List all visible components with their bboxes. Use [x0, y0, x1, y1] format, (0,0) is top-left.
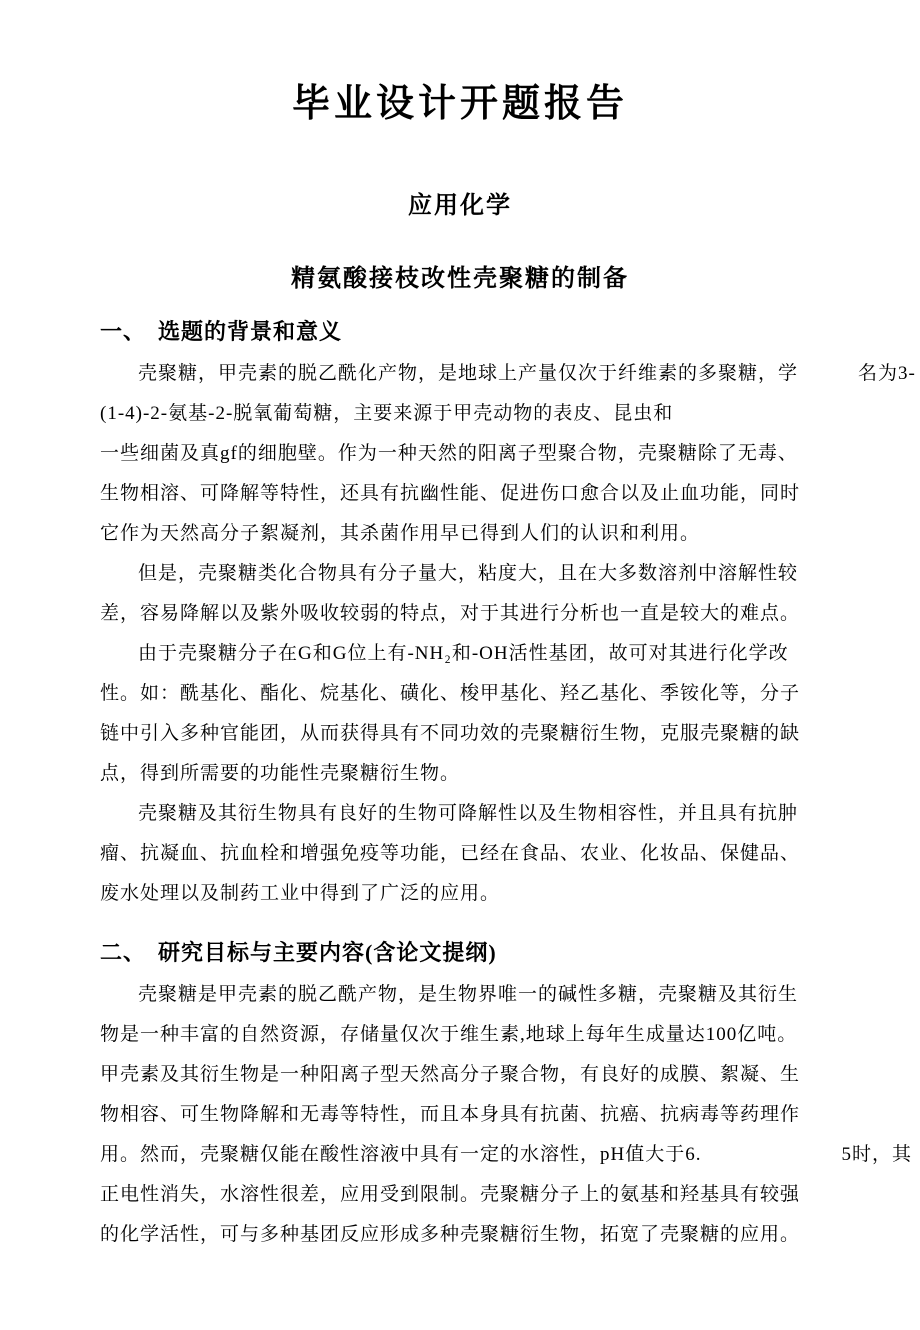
paragraph-line: 瘤、抗凝血、抗血栓和增强免疫等功能，已经在食品、农业、化妆品、保健品、: [100, 843, 801, 865]
paragraph-line: 它作为天然高分子絮凝剂，其杀菌作用早已得到人们的认识和利用。: [100, 523, 701, 545]
paragraph-line: 物是一种丰富的自然资源，存储量仅次于维生素,地球上每年生成量达100亿吨。: [100, 1023, 798, 1045]
paragraph-line: (1-4)-2-氨基-2-脱氧葡萄糖，主要来源于甲壳动物的表皮、昆虫和: [100, 403, 674, 425]
paragraph-line: 性。如：酰基化、酯化、烷基化、磺化、梭甲基化、羟乙基化、季铵化等，分子: [100, 683, 801, 705]
paragraph-line: 生物相溶、可降解等特性，还具有抗幽性能、促进伤口愈合以及止血功能，同时: [100, 483, 801, 505]
paragraph-line: 点，得到所需要的功能性壳聚糖衍生物。: [100, 763, 461, 785]
paragraph-line: 由于壳聚糖分子在G和G位上有-NH₂和-OH活性基团，故可对其进行化学改: [138, 643, 789, 665]
paragraph-line: 物相容、可生物降解和无毒等特性，而且本身具有抗菌、抗癌、抗病毒等药理作: [100, 1103, 801, 1125]
paragraph-line: 一些细菌及真gf的细胞壁。作为一种天然的阳离子型聚合物，壳聚糖除了无毒、: [100, 443, 798, 465]
section-1: [100, 317, 916, 914]
paragraph-line: 但是，壳聚糖类化合物具有分子量大，粘度大，且在大多数溶剂中溶解性较: [138, 563, 799, 585]
paragraph-line: 壳聚糖及其衍生物具有良好的生物可降解性以及生物相容性，并且具有抗肿: [138, 803, 799, 825]
document-subtitle: 应用化学: [408, 193, 512, 220]
section-2: [100, 938, 912, 1255]
paragraph-line: 壳聚糖，甲壳素的脱乙酰化产物，是地球上产量仅次于纤维素的多聚糖，学 名为3-: [138, 363, 916, 385]
paragraph-line: 的化学活性，可与多种基团反应形成多种壳聚糖衍生物，拓宽了壳聚糖的应用。: [100, 1223, 801, 1245]
paragraph-line: 甲壳素及其衍生物是一种阳离子型天然高分子聚合物，有良好的成膜、絮凝、生: [100, 1063, 801, 1085]
paragraph-line: 废水处理以及制药工业中得到了广泛的应用。: [100, 883, 501, 905]
document-subject: 精氨酸接枝改性壳聚糖的制备: [291, 266, 629, 293]
section-heading: 二、 研究目标与主要内容(含论文提纲): [100, 940, 497, 966]
document-body: [100, 317, 916, 1255]
paragraph-line: 差，容易降解以及紫外吸收较弱的特点，对于其进行分析也一直是较大的难点。: [100, 603, 801, 625]
paragraph-line: 壳聚糖是甲壳素的脱乙酰产物，是生物界唯一的碱性多糖，壳聚糖及其衍生: [138, 983, 799, 1005]
paragraph-line: 链中引入多种官能团，从而获得具有不同功效的壳聚糖衍生物，克服壳聚糖的缺: [100, 723, 801, 745]
document-title: 毕业设计开题报告: [291, 83, 628, 125]
paragraph-line: 正电性消失，水溶性很差，应用受到限制。壳聚糖分子上的氨基和羟基具有较强: [100, 1183, 801, 1205]
paragraph-line: 用。然而，壳聚糖仅能在酸性溶液中具有一定的水溶性，pH值大于6. 5时，其: [100, 1143, 912, 1165]
section-heading: 一、 选题的背景和意义: [100, 319, 343, 345]
